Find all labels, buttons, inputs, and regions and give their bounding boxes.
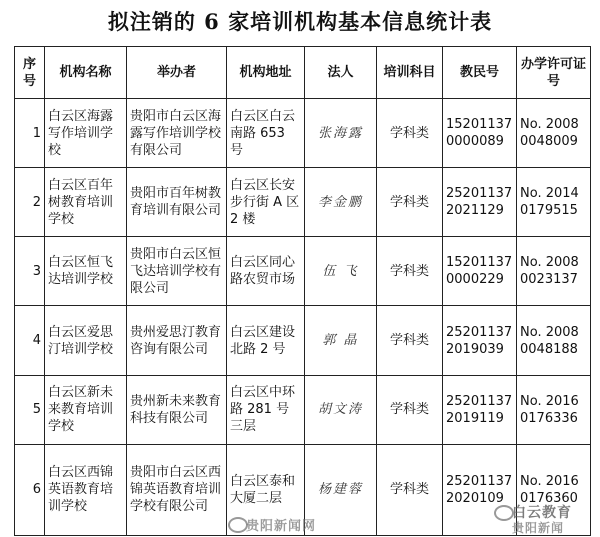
header-license: 办学许可证号 (517, 47, 591, 99)
edu-code: 25201137 2021129 (443, 168, 517, 237)
row-index: 6 (15, 444, 45, 535)
institution-name: 白云区爱思汀培训学校 (45, 306, 127, 375)
row-index: 3 (15, 237, 45, 306)
row-index: 4 (15, 306, 45, 375)
edu-code: 15201137 0000229 (443, 237, 517, 306)
address: 白云区长安步行街 A 区 2 楼 (227, 168, 305, 237)
institution-table (14, 46, 591, 536)
edu-code: 25201137 2020109 (443, 444, 517, 535)
address: 白云区建设北路 2 号 (227, 306, 305, 375)
subject: 学科类 (377, 444, 443, 535)
address: 白云区同心路农贸市场 (227, 237, 305, 306)
table-row (15, 375, 591, 444)
table-row (15, 99, 591, 168)
license-number: No. 2008 0048009 (517, 99, 591, 168)
address: 白云区泰和大厦二层 (227, 444, 305, 535)
subject: 学科类 (377, 168, 443, 237)
table-row (15, 306, 591, 375)
legal-person: 张海露 (305, 99, 377, 168)
organizer: 贵州新未来教育科技有限公司 (127, 375, 227, 444)
weibo-logo-icon (228, 517, 248, 533)
institution-name: 白云区新未来教育培训学校 (45, 375, 127, 444)
license-number: No. 2008 0048188 (517, 306, 591, 375)
header-addr: 机构地址 (227, 47, 305, 99)
address: 白云区中环路 281 号三层 (227, 375, 305, 444)
legal-person: 杨建蓉 (305, 444, 377, 535)
license-number: No. 2016 0176336 (517, 375, 591, 444)
table-header-row (15, 47, 591, 99)
row-index: 2 (15, 168, 45, 237)
edu-code: 25201137 2019039 (443, 306, 517, 375)
header-org: 举办者 (127, 47, 227, 99)
institution-name: 白云区百年树教育培训学校 (45, 168, 127, 237)
legal-person: 李金鹏 (305, 168, 377, 237)
subject: 学科类 (377, 375, 443, 444)
subject: 学科类 (377, 99, 443, 168)
organizer: 贵阳市白云区西锦英语教育培训学校有限公司 (127, 444, 227, 535)
license-number: No. 2008 0023137 (517, 237, 591, 306)
header-code: 教民号 (443, 47, 517, 99)
organizer: 贵州爱思汀教育咨询有限公司 (127, 306, 227, 375)
row-index: 5 (15, 375, 45, 444)
header-idx: 序号 (15, 47, 45, 99)
institution-name: 白云区海露写作培训学校 (45, 99, 127, 168)
organizer: 贵阳市百年树教育培训有限公司 (127, 168, 227, 237)
edu-code: 15201137 0000089 (443, 99, 517, 168)
header-subject: 培训科目 (377, 47, 443, 99)
organizer: 贵阳市白云区海露写作培训学校有限公司 (127, 99, 227, 168)
organizer: 贵阳市白云区恒飞达培训学校有限公司 (127, 237, 227, 306)
watermark-left: 贵阳新闻网 (246, 519, 317, 534)
edu-code: 25201137 2019119 (443, 375, 517, 444)
subject: 学科类 (377, 306, 443, 375)
subject: 学科类 (377, 237, 443, 306)
table-row (15, 168, 591, 237)
table-row (15, 237, 591, 306)
legal-person: 伍 飞 (305, 237, 377, 306)
legal-person: 郭 晶 (305, 306, 377, 375)
watermark-right-top: 白云教育 (512, 505, 572, 521)
watermark-right-bottom: 贵阳新闻 (512, 521, 565, 535)
weibo-logo-icon (494, 505, 514, 521)
license-number: No. 2014 0179515 (517, 168, 591, 237)
institution-name: 白云区西锦英语教育培训学校 (45, 444, 127, 535)
address: 白云区白云南路 653 号 (227, 99, 305, 168)
header-person: 法人 (305, 47, 377, 99)
row-index: 1 (15, 99, 45, 168)
license-number: No. 2016 0176360 (517, 444, 591, 535)
legal-person: 胡文涛 (305, 375, 377, 444)
header-name: 机构名称 (45, 47, 127, 99)
page-title: 拟注销的 6 家培训机构基本信息统计表 (107, 9, 493, 34)
institution-name: 白云区恒飞达培训学校 (45, 237, 127, 306)
